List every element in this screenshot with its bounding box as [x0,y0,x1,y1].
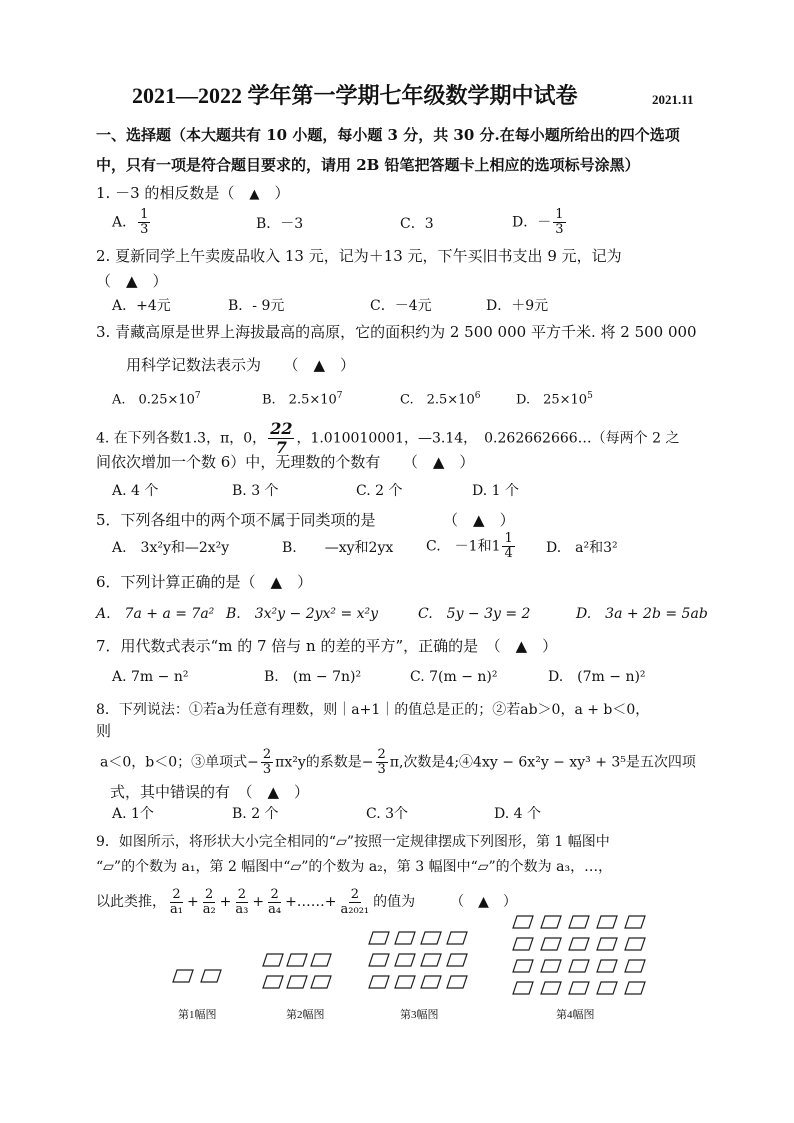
q8-option-d: D. 4 个 [494,806,541,822]
q3-b-exponent: 7 [336,391,343,401]
q6-stem: 6．下列计算正确的是（ ▲ ） [96,573,313,591]
frac-den: 3 [140,222,149,237]
q9-pattern-figure [160,912,680,1007]
frac-den: a₂ [202,901,216,917]
q5-c-fraction [502,532,514,561]
q4-option-b: B. 3 个 [232,483,279,499]
frac-den: 7 [275,438,287,457]
q5-option-c [426,532,517,561]
q9-line3-post: 的值为 （ ▲ ） [373,894,517,910]
q1-d-label: D．－ [512,214,552,231]
q3-stem: 3. 青藏高原是世界上海拔最高的高原，它的面积约为 2 500 000 平方千米. 将 2 500 000 [96,323,697,341]
q9-line1: 9．如图所示，将形状大小完全相同的“▱”按照一定规律摆成下列图形，第 1 幅图中 [96,834,610,850]
frac-num: 2 [270,886,279,902]
q2-stem: 2. 夏新同学上午卖废品收入 13 元，记为＋13 元，下午买旧书支出 9 元，记为 [96,247,622,265]
frac-num: 2 [205,886,214,902]
q5-option-a: A. 3x²y和—2x²y [112,540,230,556]
q7-option-b: B. (m − 7n)² [264,669,362,685]
q8-line3-a: a＜0，b＜0；③单项式− [100,754,259,771]
q1-option-a [112,208,152,237]
q8-line4: 式，其中错误的有 （ ▲ ） [110,783,310,801]
frac-den: a₂₀₂₁ [340,901,370,917]
q3-option-b [262,386,343,410]
frac-den: 4 [504,546,513,561]
q3-stem-cont: 用科学记数法表示为 （ ▲ ） [126,356,356,374]
q8-line3-c: π,次数是4;④4xy − 6x²y − xy³ + 3⁵是五次四项 [389,754,696,771]
q6-option-c: C. 5y − 3y = 2 [418,606,531,622]
q8-frac2 [376,748,388,777]
q3-c-base: C. 2.5×10 [400,392,475,408]
frac-den: a₃ [235,901,249,917]
q8-option-b: B. 2 个 [232,806,279,822]
q2-stem-cont: （ ▲ ） [96,272,168,290]
q7-option-d: D. (7m − n)² [548,669,646,685]
frac-den: 3 [555,222,564,237]
q1-stem-text: 1. －3 的相反数是（ [96,184,235,202]
q6-option-a: A. 7a + a = 7a² [96,606,215,622]
frac-num: 2 [350,886,359,902]
frac-den: a₄ [268,901,282,917]
q3-option-c [400,386,480,410]
q4-option-d: D. 1 个 [472,483,519,499]
q1-a-label: A． [112,214,137,231]
frac-num: 2 [377,747,386,762]
q4-stem-cont: 间依次增加一个数 6）中，无理数的个数有 （ ▲ ） [96,453,475,471]
q3-a-exponent: 7 [194,391,201,401]
q3-option-d [516,386,593,410]
section-instructions-line2: 中，只有一项是符合题目要求的，请用 2B 铅笔把答题卡上相应的选项标号涂黑） [96,156,640,174]
q1-close: ） [274,184,290,202]
q1-a-fraction [138,208,150,237]
figure-2-caption: 第2幅图 [286,1009,325,1021]
figure-3 [369,932,467,988]
section-instructions-line1: 一、选择题（本大题共有 10 小题，每小题 3 分，共 30 分.在每小题所给出的四个选项 [96,126,680,144]
q8-frac1 [261,748,273,777]
q8-line2: 则 [96,722,112,740]
q8-line1: 8．下列说法：①若a为任意有理数，则｜a+1｜的值总是正的；②若ab＞0，a + b＜0， [96,702,650,718]
frac-num: 2 [262,747,272,762]
q4-option-a: A. 4 个 [112,483,159,499]
q5-stem: 5．下列各组中的两个项不属于同类项的是 （ ▲ ） [96,511,515,529]
figure-2 [263,954,331,988]
frac-den: a₁ [170,901,183,917]
q8-option-c: C. 3个 [366,806,409,822]
q5-option-b: B. —xy和2yx [282,540,394,556]
q1-option-c: C．3 [400,216,434,232]
q3-a-base: A. 0.25×10 [112,392,195,408]
frac-num: 1 [504,531,513,546]
q9-line3-pre: 以此类推， [96,894,166,910]
q4-stem-pre: 4. 在下列各数1.3̇，π，0， [96,430,267,447]
q2-option-b: B．- 9元 [228,298,285,314]
exam-date: 2021.11 [652,92,694,107]
q3-c-exponent: 6 [474,391,481,401]
q8-line3-b: πx²y的系数是− [275,754,374,771]
q5-c-text: C. －1和1 [426,538,501,555]
q6-option-d: D. 3a + 2b = 5ab [576,606,708,622]
figure-3-caption: 第3幅图 [400,1009,439,1021]
q1-stem [96,183,289,205]
q3-option-a [112,386,201,410]
figure-1-caption: 第1幅图 [178,1009,217,1021]
figure-4 [513,916,645,994]
q1-option-b: B．－3 [256,216,304,232]
frac-num: 22 [270,419,293,438]
frac-num: 2 [237,886,247,902]
q8-option-a: A. 1个 [112,806,154,822]
q8-line3 [100,748,696,777]
figure-1 [173,970,221,982]
answer-triangle: ▲ [249,187,260,202]
q1-d-fraction [553,208,565,237]
q2-option-c: C．－4元 [370,298,432,314]
q6-option-b: B. 3x²y − 2yx² = x²y [226,606,379,622]
frac-den: 3 [377,762,386,777]
q3-d-exponent: 5 [587,391,593,401]
q7-option-c: C. 7(m − n)² [410,669,498,685]
q5-option-d: D. a²和3² [546,540,618,556]
q4-option-c: C. 2 个 [356,483,403,499]
q7-option-a: A. 7m − n² [112,669,189,685]
frac-den: 3 [262,762,272,777]
q9-line3: 以此类推， $\frac{2}{\text{a₁}}$ + $\frac{2}{\text{a₂}}$ + $\frac{2}{\text{a₃}}$ + $\frac{2}{\text{a₄}}$ +……+ $\frac{2}{\text{a₂₀₂₁}}$ 的值为 （ ▲ ） [96,886,517,917]
q2-option-d: D．＋9元 [486,298,549,314]
frac-num: 2 [172,886,181,902]
frac-num: 1 [140,207,149,222]
figure-4-caption: 第4幅图 [556,1009,595,1021]
q9-ellipsis: +……+ [285,894,337,910]
q4-stem-post: ，1.010010001，—3.14， 0.262662666…（每两个 2 之 [296,430,680,447]
q3-d-base: D. 25×10 [516,392,588,408]
q2-option-a: A．+4元 [112,298,171,314]
q7-stem: 7．用代数式表示“m 的 7 倍与 n 的差的平方”，正确的是 （ ▲ ） [96,637,558,655]
q9-line2: “▱”的个数为 a₁，第 2 幅图中“▱”的个数为 a₂，第 3 幅图中“▱”的个数为 a₃，…， [96,859,613,875]
q3-b-base: B. 2.5×10 [262,392,337,408]
q1-option-d [512,208,568,237]
frac-num: 1 [555,207,564,222]
page-title: 2021—2022 学年第一学期七年级数学期中试卷 [132,83,578,108]
